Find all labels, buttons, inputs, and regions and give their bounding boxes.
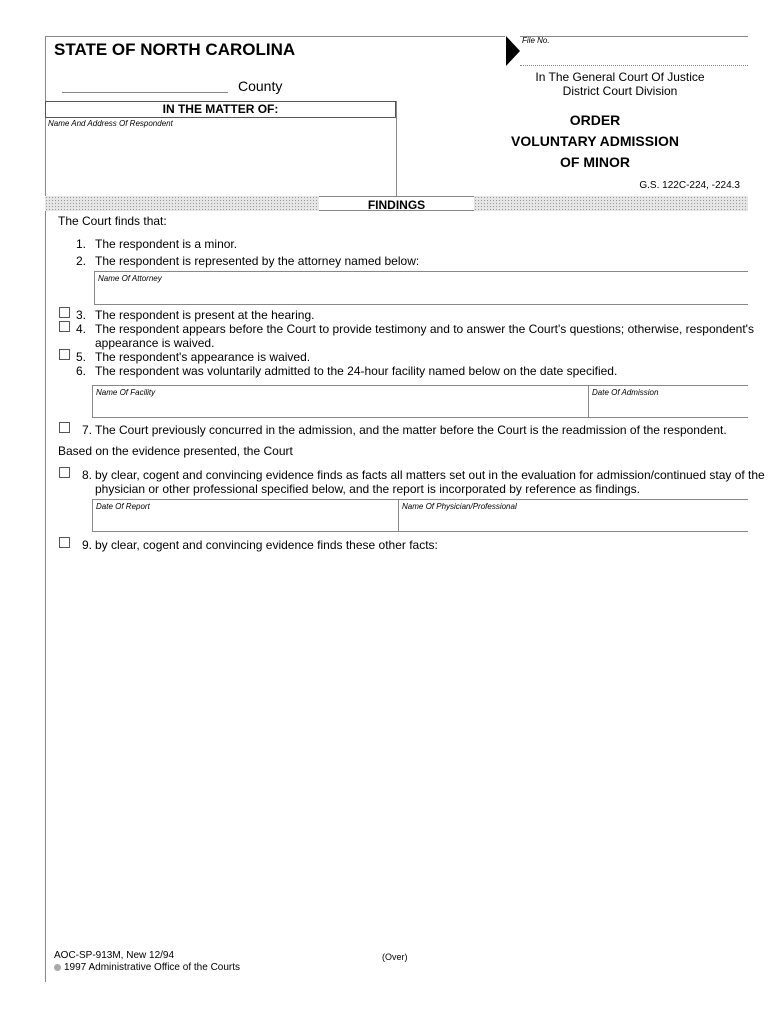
item9-text: by clear, cogent and convincing evidence finds these other facts: xyxy=(95,538,438,552)
form-number: AOC-SP-913M, New 12/94 xyxy=(54,950,175,961)
file-no-arrow-icon xyxy=(506,36,520,66)
title-line3: OF MINOR xyxy=(560,154,630,170)
attorney-box-bottom xyxy=(94,304,748,305)
title-line2: VOLUNTARY ADMISSION xyxy=(510,133,679,149)
respondent-input-area[interactable] xyxy=(46,130,394,194)
item6-text: The respondent was voluntarily admitted to the 24-hour facility named below on the date specified. xyxy=(95,364,618,378)
item9-number: 9. xyxy=(81,538,92,552)
physician-label: Name Of Physician/Professional xyxy=(402,502,517,511)
other-facts-input-area[interactable] xyxy=(95,556,745,936)
item5-text: The respondent's appearance is waived. xyxy=(95,350,311,364)
report-date-input[interactable] xyxy=(93,513,397,530)
item1-number: 1. xyxy=(75,237,86,251)
facility-box-top xyxy=(92,385,748,386)
item6-number: 6. xyxy=(75,364,86,378)
statute-reference: G.S. 122C-224, -224.3 xyxy=(639,180,740,191)
item9-checkbox[interactable] xyxy=(59,537,70,548)
court-division: District Court Division xyxy=(562,84,678,98)
state-title: STATE OF NORTH CAROLINA xyxy=(54,40,296,59)
findings-intro: The Court finds that: xyxy=(58,214,167,228)
file-no-top-line xyxy=(520,36,748,37)
admission-date-label: Date Of Admission xyxy=(592,388,659,397)
file-no-label: File No. xyxy=(522,36,550,45)
copyright-text: 1997 Administrative Office of the Courts xyxy=(64,962,241,973)
item8-text-line2: physician or other professional specified below, and the report is incorporated by reference as findings. xyxy=(95,482,640,496)
item4-number: 4. xyxy=(75,322,86,336)
attorney-label: Name Of Attorney xyxy=(98,274,162,283)
report-box-top xyxy=(92,499,748,500)
findings-band-right xyxy=(474,196,748,211)
file-no-input-line[interactable] xyxy=(520,65,748,66)
facility-input[interactable] xyxy=(93,399,587,416)
respondent-label: Name And Address Of Respondent xyxy=(48,119,173,128)
report-box-bottom xyxy=(92,531,748,532)
item2-number: 2. xyxy=(75,254,86,268)
item7-checkbox[interactable] xyxy=(59,422,70,433)
physician-input[interactable] xyxy=(399,513,747,530)
facility-box-bottom xyxy=(92,417,748,418)
attorney-input[interactable] xyxy=(95,285,747,303)
item8-checkbox[interactable] xyxy=(59,467,70,478)
copyright-icon xyxy=(54,964,61,971)
court-name: In The General Court Of Justice xyxy=(535,70,705,84)
form-top-border xyxy=(45,36,505,37)
facility-label: Name Of Facility xyxy=(96,388,156,397)
item7-number: 7. xyxy=(81,423,92,437)
county-input-line[interactable] xyxy=(62,92,228,93)
item5-number: 5. xyxy=(75,350,86,364)
attorney-box-top xyxy=(94,271,748,272)
based-on-evidence: Based on the evidence presented, the Court xyxy=(58,444,293,458)
findings-heading: FINDINGS xyxy=(367,198,426,212)
county-label: County xyxy=(238,78,283,94)
item3-number: 3. xyxy=(75,308,86,322)
findings-band-left xyxy=(45,196,319,211)
matter-heading: IN THE MATTER OF: xyxy=(162,102,279,116)
item8-text-line1: by clear, cogent and convincing evidence finds as facts all matters set out in the evaluation for admission/continued stay of the xyxy=(95,468,765,482)
title-line1: ORDER xyxy=(569,112,621,128)
item1-text: The respondent is a minor. xyxy=(95,237,238,251)
report-date-label: Date Of Report xyxy=(96,502,150,511)
item2-text: The respondent is represented by the attorney named below: xyxy=(95,254,420,268)
over-indicator: (Over) xyxy=(382,952,408,962)
item4-text-line1: The respondent appears before the Court to provide testimony and to answer the Court's questions; otherwise, respondent's xyxy=(95,322,754,336)
item4-text-line2: appearance is waived. xyxy=(95,336,215,350)
admission-date-input[interactable] xyxy=(589,399,747,416)
item7-text: The Court previously concurred in the admission, and the matter before the Court is the readmission of the respondent. xyxy=(95,423,727,437)
item3-text: The respondent is present at the hearing. xyxy=(95,308,315,322)
item8-number: 8. xyxy=(81,468,92,482)
